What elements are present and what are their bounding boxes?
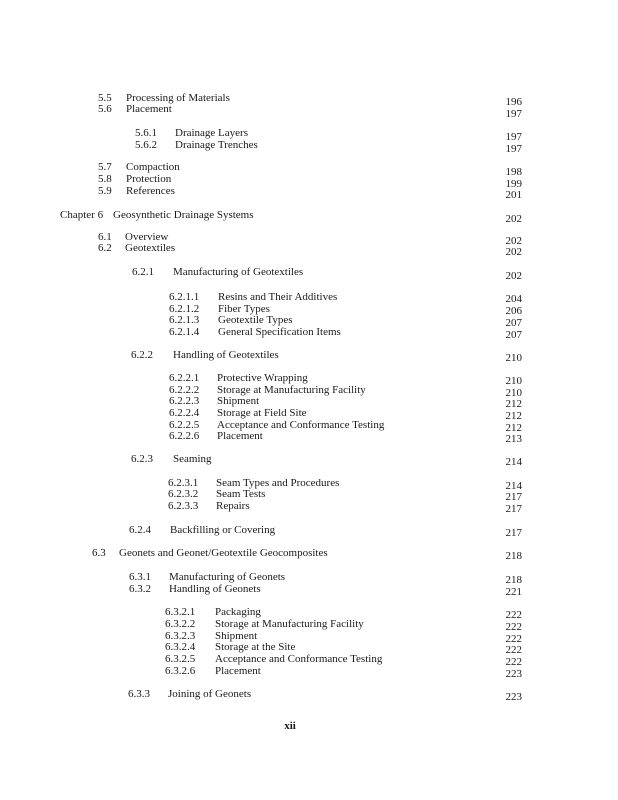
section-title: Processing of Materials: [126, 92, 230, 104]
page-ref: 221: [505, 586, 522, 598]
section-number: 6.2.3.1: [168, 477, 199, 489]
page-ref: 217: [505, 491, 522, 503]
section-title: Manufacturing of Geotextiles: [173, 266, 304, 278]
section-title: Manufacturing of Geonets: [169, 571, 286, 583]
section-number: 6.3.2.2: [165, 618, 196, 630]
section-number: 6.2.2.3: [169, 395, 200, 407]
section-number: 6.3.2.6: [165, 665, 196, 677]
section-title: Shipment: [217, 395, 260, 407]
section-title: Protection: [126, 173, 172, 185]
section-title: Geotextiles: [125, 242, 176, 254]
page-ref: 218: [505, 550, 522, 562]
section-number: 6.2.1.4: [169, 326, 200, 338]
page-ref: 207: [505, 329, 522, 341]
page-ref: 214: [505, 456, 522, 468]
page-ref: 222: [505, 609, 522, 621]
section-title: Handling of Geotextiles: [173, 349, 279, 361]
section-number: 6.3: [92, 547, 106, 559]
page-ref: 206: [505, 305, 522, 317]
section-number: 6.2.1.3: [169, 314, 200, 326]
section-title: Joining of Geonets: [168, 688, 252, 700]
section-number: 6.1: [98, 231, 112, 243]
page-ref: 222: [505, 656, 522, 668]
chapter-title: Geosynthetic Drainage Systems: [113, 209, 254, 221]
section-title: Resins and Their Additives: [218, 291, 338, 303]
page-ref: 197: [505, 131, 522, 143]
section-number: 6.3.3: [128, 688, 150, 700]
page-number: xii: [284, 720, 296, 732]
section-number: 6.3.2.4: [165, 641, 196, 653]
section-number: 6.2.1: [132, 266, 154, 278]
section-title: General Specification Items: [218, 326, 341, 338]
page-ref: 222: [505, 621, 522, 633]
section-title: Acceptance and Conformance Testing: [215, 653, 383, 665]
page-ref: 202: [505, 213, 522, 225]
page-ref: 222: [505, 633, 522, 645]
section-number: 6.3.1: [129, 571, 151, 583]
section-number: 5.6.1: [135, 127, 157, 139]
page-ref: 218: [505, 574, 522, 586]
section-number: 6.2.2.4: [169, 407, 200, 419]
section-title: Seam Types and Procedures: [216, 477, 340, 489]
section-title: Handling of Geonets: [169, 583, 261, 595]
section-number: 6.2.4: [129, 524, 151, 536]
page-ref: 207: [505, 317, 522, 329]
section-title: References: [126, 185, 175, 197]
section-number: 6.3.2.3: [165, 630, 196, 642]
page-ref: 212: [505, 422, 522, 434]
section-number: 5.6.2: [135, 139, 157, 151]
section-title: Compaction: [126, 161, 180, 173]
section-number: 6.2.3.2: [168, 488, 199, 500]
page-ref: 217: [505, 527, 522, 539]
section-title: Drainage Trenches: [175, 139, 258, 151]
page-ref: 212: [505, 398, 522, 410]
page-ref: 199: [505, 178, 522, 190]
section-title: Acceptance and Conformance Testing: [217, 419, 385, 431]
page-ref: 212: [505, 410, 522, 422]
section-number: 6.2.2.5: [169, 419, 200, 431]
section-number: 6.2.3.3: [168, 500, 199, 512]
page-ref: 202: [505, 246, 522, 258]
page-ref: 223: [505, 668, 522, 680]
section-number: 6.3.2.5: [165, 653, 196, 665]
section-title: Placement: [215, 665, 261, 677]
section-title: Geotextile Types: [218, 314, 293, 326]
chapter-number: Chapter 6: [60, 209, 104, 221]
section-number: 5.6: [98, 103, 112, 115]
section-title: Fiber Types: [218, 303, 270, 315]
section-number: 5.5: [98, 92, 112, 104]
page-ref: 210: [505, 387, 522, 399]
page-ref: 202: [505, 235, 522, 247]
section-title: Seam Tests: [216, 488, 266, 500]
page-ref: 217: [505, 503, 522, 515]
section-number: 6.2.2.1: [169, 372, 200, 384]
page-ref: 223: [505, 691, 522, 703]
page-ref: 196: [505, 96, 522, 108]
section-title: Placement: [126, 103, 172, 115]
section-title: Packaging: [215, 606, 261, 618]
section-title: Storage at Manufacturing Facility: [217, 384, 366, 396]
section-title: Storage at the Site: [215, 641, 296, 653]
page-ref: 204: [505, 293, 522, 305]
section-number: 5.9: [98, 185, 112, 197]
section-title: Seaming: [173, 453, 212, 465]
section-title: Backfilling or Covering: [170, 524, 276, 536]
section-number: 6.3.2.1: [165, 606, 196, 618]
section-title: Geonets and Geonet/Geotextile Geocomposites: [119, 547, 328, 559]
section-number: 6.2.2.6: [169, 430, 200, 442]
page-ref: 210: [505, 352, 522, 364]
page-ref: 222: [505, 644, 522, 656]
page-ref: 201: [505, 189, 522, 201]
section-title: Storage at Field Site: [217, 407, 307, 419]
page-ref: 213: [505, 433, 522, 445]
section-title: Placement: [217, 430, 263, 442]
section-number: 6.2.3: [131, 453, 153, 465]
page-ref: 198: [505, 166, 522, 178]
section-title: Drainage Layers: [175, 127, 248, 139]
section-number: 5.7: [98, 161, 112, 173]
page-ref: 197: [505, 143, 522, 155]
section-number: 6.3.2: [129, 583, 151, 595]
section-title: Repairs: [216, 500, 250, 512]
page-ref: 197: [505, 108, 522, 120]
section-number: 6.2: [98, 242, 112, 254]
section-number: 6.2.2.2: [169, 384, 200, 396]
section-title: Shipment: [215, 630, 258, 642]
page-ref: 214: [505, 480, 522, 492]
section-number: 5.8: [98, 173, 112, 185]
section-title: Overview: [125, 231, 169, 243]
section-number: 6.2.1.2: [169, 303, 200, 315]
section-title: Storage at Manufacturing Facility: [215, 618, 364, 630]
page-ref: 210: [505, 375, 522, 387]
section-number: 6.2.2: [131, 349, 153, 361]
section-title: Protective Wrapping: [217, 372, 308, 384]
page-ref: 202: [505, 270, 522, 282]
section-number: 6.2.1.1: [169, 291, 200, 303]
